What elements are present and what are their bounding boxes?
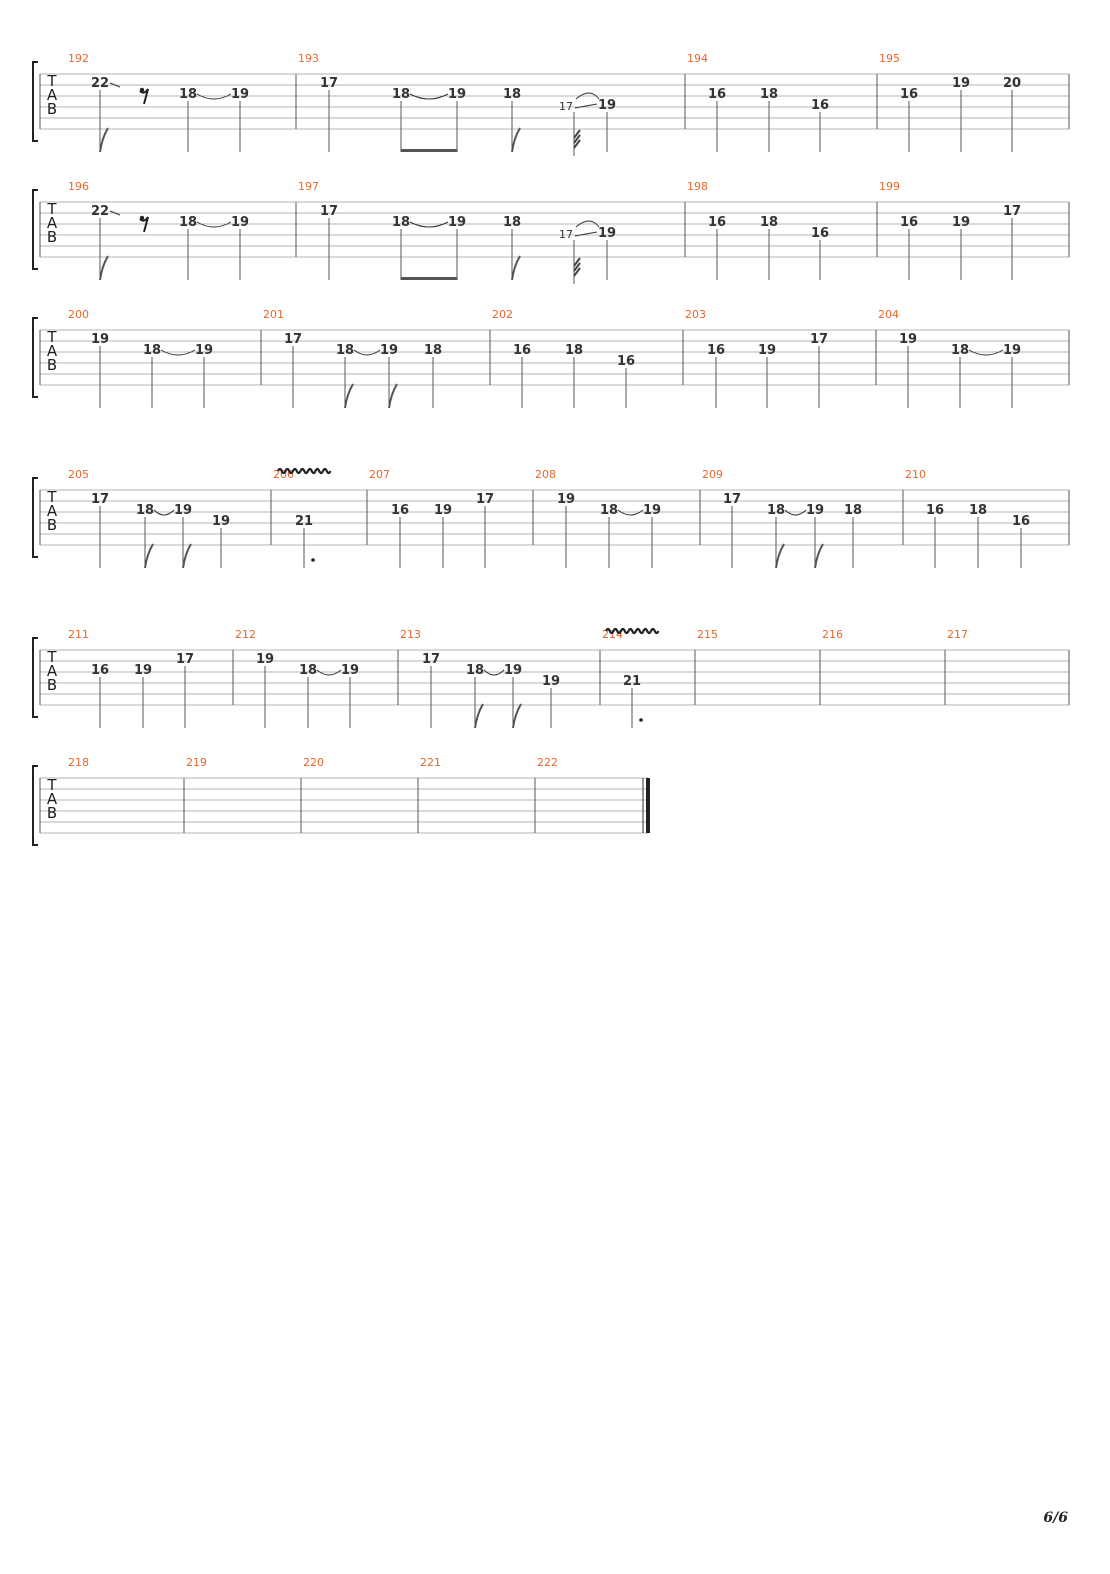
measure-number: 213 [400, 628, 421, 641]
measure-number: 218 [68, 756, 89, 769]
fret-number: 18 [391, 87, 411, 102]
eighth-rest-dot [140, 216, 144, 220]
measure-number: 192 [68, 52, 89, 65]
final-barline-thick [646, 778, 650, 833]
fret-number: 19 [951, 76, 971, 91]
fret-number: 19 [90, 332, 110, 347]
fret-number: 19 [211, 514, 231, 529]
tab-clef-letter: A [46, 790, 58, 808]
fret-number: 17 [421, 652, 441, 667]
grace-fret-number: 17 [559, 228, 573, 241]
fret-number: 18 [968, 503, 988, 518]
measure-number: 208 [535, 468, 556, 481]
system-bracket [33, 766, 38, 845]
fret-number: 19 [805, 503, 825, 518]
system-bracket [33, 478, 38, 557]
fret-number: 17 [1002, 204, 1022, 219]
fret-number: 19 [642, 503, 662, 518]
vibrato-mark [278, 469, 331, 473]
fret-number: 19 [133, 663, 153, 678]
note-flag [512, 128, 520, 152]
fret-number: 18 [766, 503, 786, 518]
fret-number: 18 [502, 87, 522, 102]
tab-clef-letter: A [46, 662, 58, 680]
eighth-rest-dot [140, 88, 144, 92]
system-bracket [33, 638, 38, 717]
fret-number: 18 [178, 87, 198, 102]
fret-number: 16 [390, 503, 410, 518]
fret-number: 19 [340, 663, 360, 678]
fret-number: 19 [898, 332, 918, 347]
fret-number: 17 [319, 204, 339, 219]
fret-number: 17 [722, 492, 742, 507]
measure-number: 214 [602, 628, 623, 641]
fret-number: 16 [899, 215, 919, 230]
measure-number: 221 [420, 756, 441, 769]
dotted-note [639, 718, 643, 722]
note-flag [776, 544, 784, 568]
fret-number: 18 [564, 343, 584, 358]
fret-number: 19 [433, 503, 453, 518]
fret-number: 19 [194, 343, 214, 358]
fret-number: 18 [335, 343, 355, 358]
fret-number: 16 [616, 354, 636, 369]
note-flag [345, 384, 353, 408]
fret-number: 17 [175, 652, 195, 667]
measure-number: 211 [68, 628, 89, 641]
system-bracket [33, 190, 38, 269]
fret-number: 18 [142, 343, 162, 358]
fret-number: 22 [90, 76, 110, 91]
measure-number: 205 [68, 468, 89, 481]
fret-number: 22 [90, 204, 110, 219]
tab-clef-letter: A [46, 502, 58, 520]
note-flag [183, 544, 191, 568]
measure-number: 198 [687, 180, 708, 193]
fret-number: 16 [512, 343, 532, 358]
note-flag [389, 384, 397, 408]
fret-number: 18 [502, 215, 522, 230]
fret-number: 17 [90, 492, 110, 507]
measure-number: 194 [687, 52, 708, 65]
measure-number: 196 [68, 180, 89, 193]
tab-clef-letter: T [47, 328, 57, 346]
measure-number: 199 [879, 180, 900, 193]
fret-number: 16 [810, 226, 830, 241]
tab-clef-letter: B [46, 100, 58, 118]
measure-number: 203 [685, 308, 706, 321]
measure-number: 193 [298, 52, 319, 65]
fret-number: 19 [447, 87, 467, 102]
system-bracket [33, 62, 38, 141]
page-number: 6/6 [1043, 1510, 1068, 1526]
fret-number: 17 [475, 492, 495, 507]
fret-number: 18 [178, 215, 198, 230]
tab-system [33, 180, 1069, 284]
measure-number: 206 [273, 468, 294, 481]
fret-number: 18 [298, 663, 318, 678]
tab-system [33, 468, 1069, 568]
note-flag [145, 544, 153, 568]
tab-clef-letter: T [47, 776, 57, 794]
fret-number: 19 [556, 492, 576, 507]
tab-system [33, 628, 1069, 728]
fret-number: 16 [925, 503, 945, 518]
fret-number: 19 [597, 226, 617, 241]
tab-clef-letter: T [47, 648, 57, 666]
fret-number: 19 [230, 215, 250, 230]
fret-number: 20 [1002, 76, 1022, 91]
measure-number: 204 [878, 308, 899, 321]
measure-number: 215 [697, 628, 718, 641]
measure-number: 220 [303, 756, 324, 769]
fret-number: 19 [757, 343, 777, 358]
dotted-note [311, 558, 315, 562]
fret-number: 19 [541, 674, 561, 689]
fret-number: 18 [465, 663, 485, 678]
fret-number: 16 [707, 87, 727, 102]
fret-number: 18 [843, 503, 863, 518]
vibrato-mark [606, 629, 659, 633]
tab-clef-letter: B [46, 516, 58, 534]
tab-clef-letter: B [46, 356, 58, 374]
fret-number: 19 [173, 503, 193, 518]
measure-number: 212 [235, 628, 256, 641]
fret-number: 16 [899, 87, 919, 102]
fret-number: 21 [622, 674, 642, 689]
tab-clef-letter: B [46, 228, 58, 246]
measure-number: 207 [369, 468, 390, 481]
tab-system [33, 52, 1069, 156]
tab-clef-letter: A [46, 342, 58, 360]
fret-number: 19 [503, 663, 523, 678]
measure-number: 197 [298, 180, 319, 193]
tab-clef-letter: B [46, 676, 58, 694]
fret-number: 19 [230, 87, 250, 102]
measure-number: 201 [263, 308, 284, 321]
measure-number: 222 [537, 756, 558, 769]
note-flag [475, 704, 483, 728]
tab-clef-letter: A [46, 86, 58, 104]
fret-number: 18 [391, 215, 411, 230]
measure-number: 219 [186, 756, 207, 769]
tab-clef-letter: T [47, 72, 57, 90]
measure-number: 202 [492, 308, 513, 321]
fret-number: 16 [706, 343, 726, 358]
fret-number: 18 [759, 215, 779, 230]
fret-number: 18 [423, 343, 443, 358]
fret-number: 18 [599, 503, 619, 518]
fret-number: 17 [319, 76, 339, 91]
fret-number: 18 [950, 343, 970, 358]
fret-number: 19 [379, 343, 399, 358]
tab-system [33, 756, 650, 845]
fret-number: 19 [447, 215, 467, 230]
tab-clef-letter: T [47, 488, 57, 506]
fret-number: 16 [1011, 514, 1031, 529]
fret-number: 17 [283, 332, 303, 347]
fret-number: 16 [810, 98, 830, 113]
note-flag [513, 704, 521, 728]
grace-fret-number: 17 [559, 100, 573, 113]
tab-clef-letter: B [46, 804, 58, 822]
note-beam [401, 149, 457, 152]
fret-number: 19 [597, 98, 617, 113]
system-bracket [33, 318, 38, 397]
tab-system [33, 308, 1069, 408]
measure-number: 216 [822, 628, 843, 641]
fret-number: 19 [255, 652, 275, 667]
note-flag [100, 128, 108, 152]
tab-clef-letter: T [47, 200, 57, 218]
fret-number: 19 [1002, 343, 1022, 358]
fret-number: 18 [135, 503, 155, 518]
measure-number: 217 [947, 628, 968, 641]
fret-number: 21 [294, 514, 314, 529]
note-flag [100, 256, 108, 280]
measure-number: 210 [905, 468, 926, 481]
fret-number: 16 [707, 215, 727, 230]
note-beam [401, 277, 457, 280]
measure-number: 200 [68, 308, 89, 321]
measure-number: 209 [702, 468, 723, 481]
note-flag [815, 544, 823, 568]
measure-number: 195 [879, 52, 900, 65]
fret-number: 17 [809, 332, 829, 347]
tab-clef-letter: A [46, 214, 58, 232]
note-flag [512, 256, 520, 280]
fret-number: 16 [90, 663, 110, 678]
fret-number: 19 [951, 215, 971, 230]
fret-number: 18 [759, 87, 779, 102]
